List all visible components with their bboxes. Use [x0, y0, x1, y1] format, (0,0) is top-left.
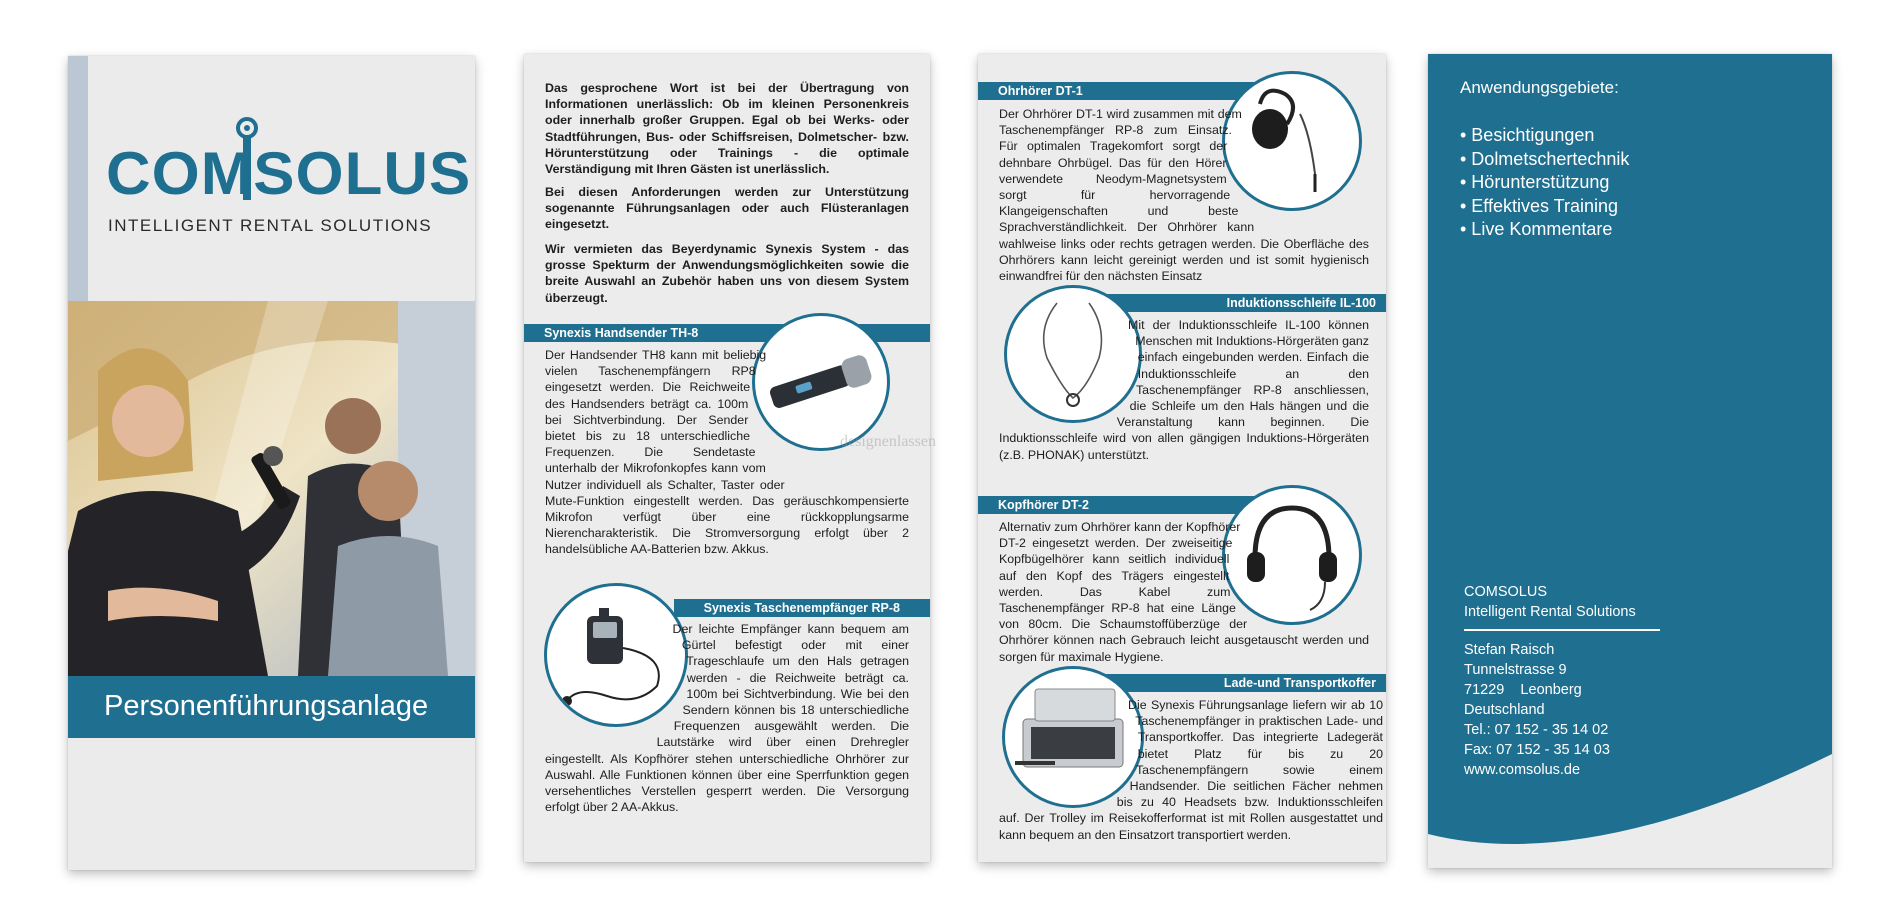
cover-title: Personenführungsanlage: [104, 690, 429, 722]
area-item: • Dolmetschertechnik: [1460, 148, 1630, 169]
contact-divider: [1464, 629, 1660, 631]
company-tagline: Intelligent Rental Solutions: [1464, 604, 1636, 620]
il100-title-bar: [1098, 294, 1386, 312]
tour-guide-photo: [68, 301, 475, 676]
il100-text: Mit der Induktionsschleife IL-100 können Menschen mit Induktions-Hörgeräten ganz einfach eingebunden werden. Einfach die Induktionsschleife an den Taschenempfänger RP-8 anschliessen, die Schleife um den Hals hängen und die Veranstaltung kann beginnen. Die Induktionsschleife wird von allen gängigen Induktions-Hörgeräten (z.B. PHONAK) unterstützt.: [999, 318, 1369, 462]
area-item: • Hörunterstützung: [1460, 172, 1610, 192]
area-item: • Effektives Training: [1460, 195, 1619, 216]
logo-tagline: INTELLIGENT RENTAL SOLUTIONS: [108, 216, 433, 235]
rp8-title: Synexis Taschenempfänger RP-8: [703, 601, 900, 615]
dt2-title-bar: [978, 496, 1278, 514]
contact-street: Tunnelstrasse 9: [1464, 662, 1567, 678]
intro-paragraph-3: Wir vermieten das Beyerdynamic Synexis System - das grosse Spekturm der Anwendungsmöglichkeiten sowie die breite Auswahl an Zubehör haben uns von diesem System überzeugt.: [545, 242, 909, 305]
dt2-title: Kopfhörer DT-2: [998, 498, 1089, 512]
intro-paragraph-1: Das gesprochene Wort ist bei der Übertragung von Informationen unerlässlich: Ob im kleinen Personenkreis oder innerhalb großer Gruppen. Egal ob bei Werks- oder Stadtführungen, Bus- oder Schiffsreisen, Dolmetscher- bzw. Hörunterstützung oder Trainings - die optimale Verständigung mit Ihren Gästen ist unerlässlich.: [545, 81, 909, 177]
cover-photo: [68, 301, 475, 676]
areas-title: Anwendungsgebiete:: [1460, 78, 1619, 97]
contact-block: [1464, 640, 1610, 780]
cover-panel: [68, 56, 475, 870]
dt2-text: Alternativ zum Ohrhörer kann der Kopfhörer DT-2 eingesetzt werden. Der zweiseitige Kopfbügelhörer kann seitlich individuell auf den Kopf des Trägers eingestellt werden. Das Kabel zum Taschenempfänger RP-8 hat eine Länge von 80cm. Die Schaumstoffüberzüge der Ohrhörer können nach Gebrauch leicht ausgetauscht werden und sorgen für maximale Hygiene.: [999, 520, 1369, 664]
case-title: Lade-und Transportkoffer: [1223, 676, 1376, 690]
il100-title: Induktionsschleife IL-100: [1226, 296, 1376, 310]
intro-paragraph-2: Bei diesen Anforderungen werden zur Unterstützung sogenannte Führungsanlagen oder auch Flüsteranlagen eingesetzt.: [545, 185, 909, 232]
th8-title: Synexis Handsender TH-8: [544, 326, 699, 340]
contact-country: Deutschland: [1464, 702, 1545, 718]
dt1-title: Ohrhörer DT-1: [998, 84, 1083, 98]
contact-fax: Fax: 07 152 - 35 14 03: [1464, 742, 1610, 758]
area-item: • Live Kommentare: [1460, 219, 1613, 239]
dt1-title-bar: [978, 82, 1278, 100]
contact-web[interactable]: www.comsolus.de: [1464, 762, 1581, 778]
cover-side-stripe: [68, 56, 88, 301]
panel-accessories: [978, 54, 1386, 862]
contact-phone: Tel.: 07 152 - 35 14 02: [1464, 722, 1609, 738]
dt1-text: Der Ohrhörer DT-1 wird zusammen mit dem Taschenempfänger RP-8 zum Einsatz. Für optimalen Tragekomfort sorgt der dehnbare Ohrbügel. Das für den Hörer verwendete Neodym-Magnetsystem sorgt für hervorragende Klangeigenschaften und beste Sprachverständlichkeit. Der Ohrhörer kann wahlweise links oder rechts getragen werden. Die Oberfläche des Ohrhörers kann leicht gereinigt werden und ist somit hygienisch einwandfrei für den nächsten Einsatz: [999, 107, 1369, 284]
areas-list: [1460, 124, 1629, 242]
th8-text: Der Handsender TH8 kann mit beliebig vielen Taschenempfängern RP8 eingesetzt werden. Die Reichweite des Handsenders beträgt ca. 100m bei Sichtverbindung. Der Sender bietet bis zu 18 unterschiedliche Frequenzen. Die Sendetaste unterhalb der Mikrofonkopfes kann vom Nutzer individuell als Schalter, Taster oder Mute-Funktion eingestellt werden. Das geräuschkompensierte Mikrofon verfügt über eine rückkopplungsarme Nierencharakteristik. Die Stromversorgung erfolgt über 2 handelsübliche AA-Batterien bzw. Akkus.: [545, 348, 909, 557]
panel-handsender: [524, 54, 930, 862]
logo-wordmark: COMSOLUS: [106, 140, 472, 207]
case-text: Die Synexis Führungsanlage liefern wir ab 10 Taschenempfänger in praktischen Lade- und Transportkoffer. Das integrierte Ladegerät bietet Platz für bis zu 20 Taschenempfängern sowie einem Handsender. Die seitlichen Fächer nehmen bis zu 40 Headsets bzw. Induktionsschleifen auf. Der Trolley im Reisekofferformat ist mit Rollen ausgestattet und kann bequem an den Einsatzort transportiert werden.: [999, 698, 1383, 842]
area-item: • Besichtigungen: [1460, 125, 1595, 145]
case-title-bar: [1098, 674, 1386, 692]
rp8-text: Der leichte Empfänger kann bequem am Gürtel befestigt oder mit einer Trageschlaufe um den Hals getragen werden - die Reichweite beträgt ca. 100m bei Sichtverbindung. Wie bei den Sendern können bis 18 unterschiedliche Frequenzen ausgewählt werden. Die Lautstärke wird über einen Drehregler eingestellt. Als Kopfhörer stehen unterschiedliche Ohrhörer zur Auswahl. Alle Funktionen können über eine Sperrfunktion gegen versehentliches Verstellen gesperrt werden. Die Versorgung erfolgt über 2 AA-Akkus.: [545, 622, 909, 815]
panel-contact: [1428, 54, 1832, 868]
company-name: COMSOLUS: [1464, 584, 1547, 600]
rp8-title-bar: [674, 599, 930, 617]
watermark: designenlassen: [840, 433, 936, 450]
logo: [106, 116, 472, 246]
contact-city: 71229 Leonberg: [1464, 682, 1582, 698]
contact-name: Stefan Raisch: [1464, 642, 1555, 658]
cover-title-bar: [68, 676, 475, 738]
